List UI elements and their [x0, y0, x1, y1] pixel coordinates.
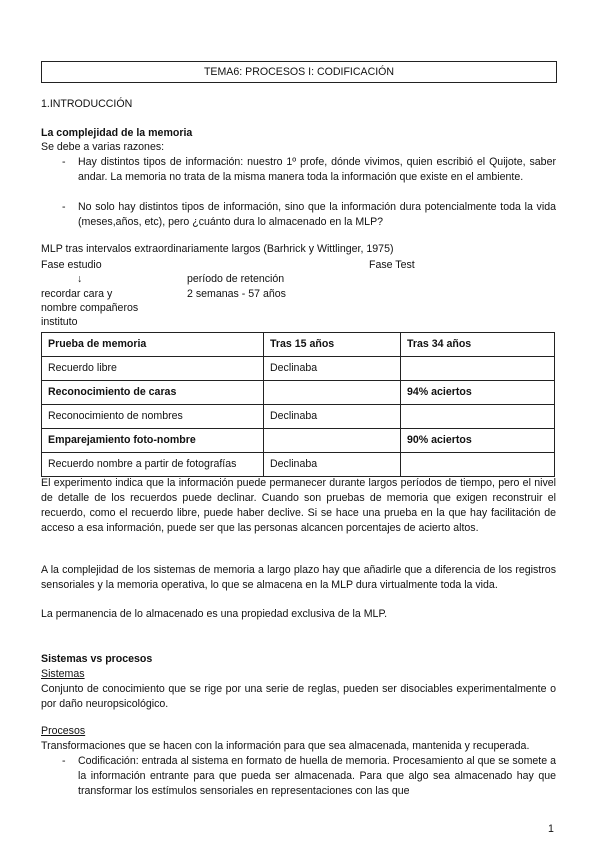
table-cell: 94% aciertos: [401, 381, 555, 405]
fase-test-label: Fase Test: [369, 259, 415, 271]
table-cell: Reconocimiento de nombres: [42, 405, 264, 429]
table-header-cell: Prueba de memoria: [42, 333, 264, 357]
table-cell: Emparejamiento foto-nombre: [42, 429, 264, 453]
paragraph-experiment: El experimento indica que la información puede permanecer durante largos períodos de tiempo, pero el nivel de detalle de los recuerdos puede declinar. Cuando son pruebas de memoria que exigen reconstruir el recuerdo, como el recuerdo libre, puede haber declive. Si se hace una prueba en la que hay facilitación de acceso a esa información, puede ser que las personas alcancen porcentajes de acierto altos.: [41, 477, 556, 534]
table-row: [42, 357, 555, 381]
subheading-processes: Procesos: [41, 725, 86, 737]
semanas-label: 2 semanas - 57 años: [187, 288, 286, 300]
table-header-row: [42, 333, 555, 357]
table-cell: Recuerdo nombre a partir de fotografías: [42, 453, 264, 477]
bullet-dash: -: [62, 755, 66, 767]
table-cell: [264, 429, 401, 453]
paragraph-permanence: La permanencia de lo almacenado es una propiedad exclusiva de la MLP.: [41, 608, 388, 620]
table-cell: Declinaba: [264, 357, 401, 381]
table-cell: [401, 405, 555, 429]
processes-bullet: Codificación: entrada al sistema en formato de huella de memoria. Procesamiento al que se somete a la información entrante para que pueda ser almacenada. Para que algo sea almacenado hay que transformar los estímulos sensoriales en representaciones con las que: [78, 755, 556, 797]
table-row: [42, 381, 555, 405]
results-table: [41, 332, 555, 477]
complexity-bullet-2: No solo hay distintos tipos de información, sino que la información dura potencialmente toda la vida (meses,años, etc), pero ¿cuánto dura lo almacenado en la MLP?: [78, 201, 556, 228]
study-line: MLP tras intervalos extraordinariamente largos (Barhrick y Wittlinger, 1975): [41, 243, 394, 255]
bullet-dash: -: [62, 201, 66, 213]
nombre-label: nombre compañeros: [41, 302, 139, 314]
table-cell: [401, 453, 555, 477]
heading-complexity: La complejidad de la memoria: [41, 127, 193, 139]
bullet-dash: -: [62, 156, 66, 168]
page-number: 1: [548, 823, 554, 835]
heading-systems: Sistemas vs procesos: [41, 653, 153, 665]
subheading-systems: Sistemas: [41, 668, 85, 680]
table-row: [42, 429, 555, 453]
table-header-cell: Tras 34 años: [401, 333, 555, 357]
instituto-label: instituto: [41, 316, 78, 328]
recordar-label: recordar cara y: [41, 288, 113, 300]
table-header-cell: Tras 15 años: [264, 333, 401, 357]
paragraph-complexity: A la complejidad de los sistemas de memoria a largo plazo hay que añadirle que a diferencia de los registros sensoriales y la memoria operativa, lo que se almacena en la MLP dura virtualmente toda la vida.: [41, 564, 556, 591]
table-cell: Reconocimiento de caras: [42, 381, 264, 405]
table-row: [42, 453, 555, 477]
table-cell: 90% aciertos: [401, 429, 555, 453]
fase-estudio-label: Fase estudio: [41, 259, 102, 271]
table-cell: Declinaba: [264, 453, 401, 477]
retencion-label: período de retención: [187, 273, 285, 285]
table-row: [42, 405, 555, 429]
section-heading-intro: 1.INTRODUCCIÓN: [41, 98, 133, 110]
table-cell: [264, 381, 401, 405]
table-cell: [401, 357, 555, 381]
table-cell: Declinaba: [264, 405, 401, 429]
systems-text: Conjunto de conocimiento que se rige por una serie de reglas, pueden ser disociables experimentalmente o por daño neuropsicológico.: [41, 683, 556, 710]
complexity-bullet-1: Hay distintos tipos de información: nuestro 1º profe, dónde vivimos, quien escribió el Quijote, saber andar. La memoria no trata de la misma manera toda la información que existe en el ambiente.: [78, 156, 556, 183]
down-arrow-icon: ↓: [77, 273, 83, 285]
table-cell: Recuerdo libre: [42, 357, 264, 381]
complexity-lead: Se debe a varias razones:: [41, 141, 165, 153]
page-title: TEMA6: PROCESOS I: CODIFICACIÓN: [41, 61, 557, 83]
processes-text: Transformaciones que se hacen con la información para que sea almacenada, mantenida y recuperada.: [41, 740, 530, 752]
